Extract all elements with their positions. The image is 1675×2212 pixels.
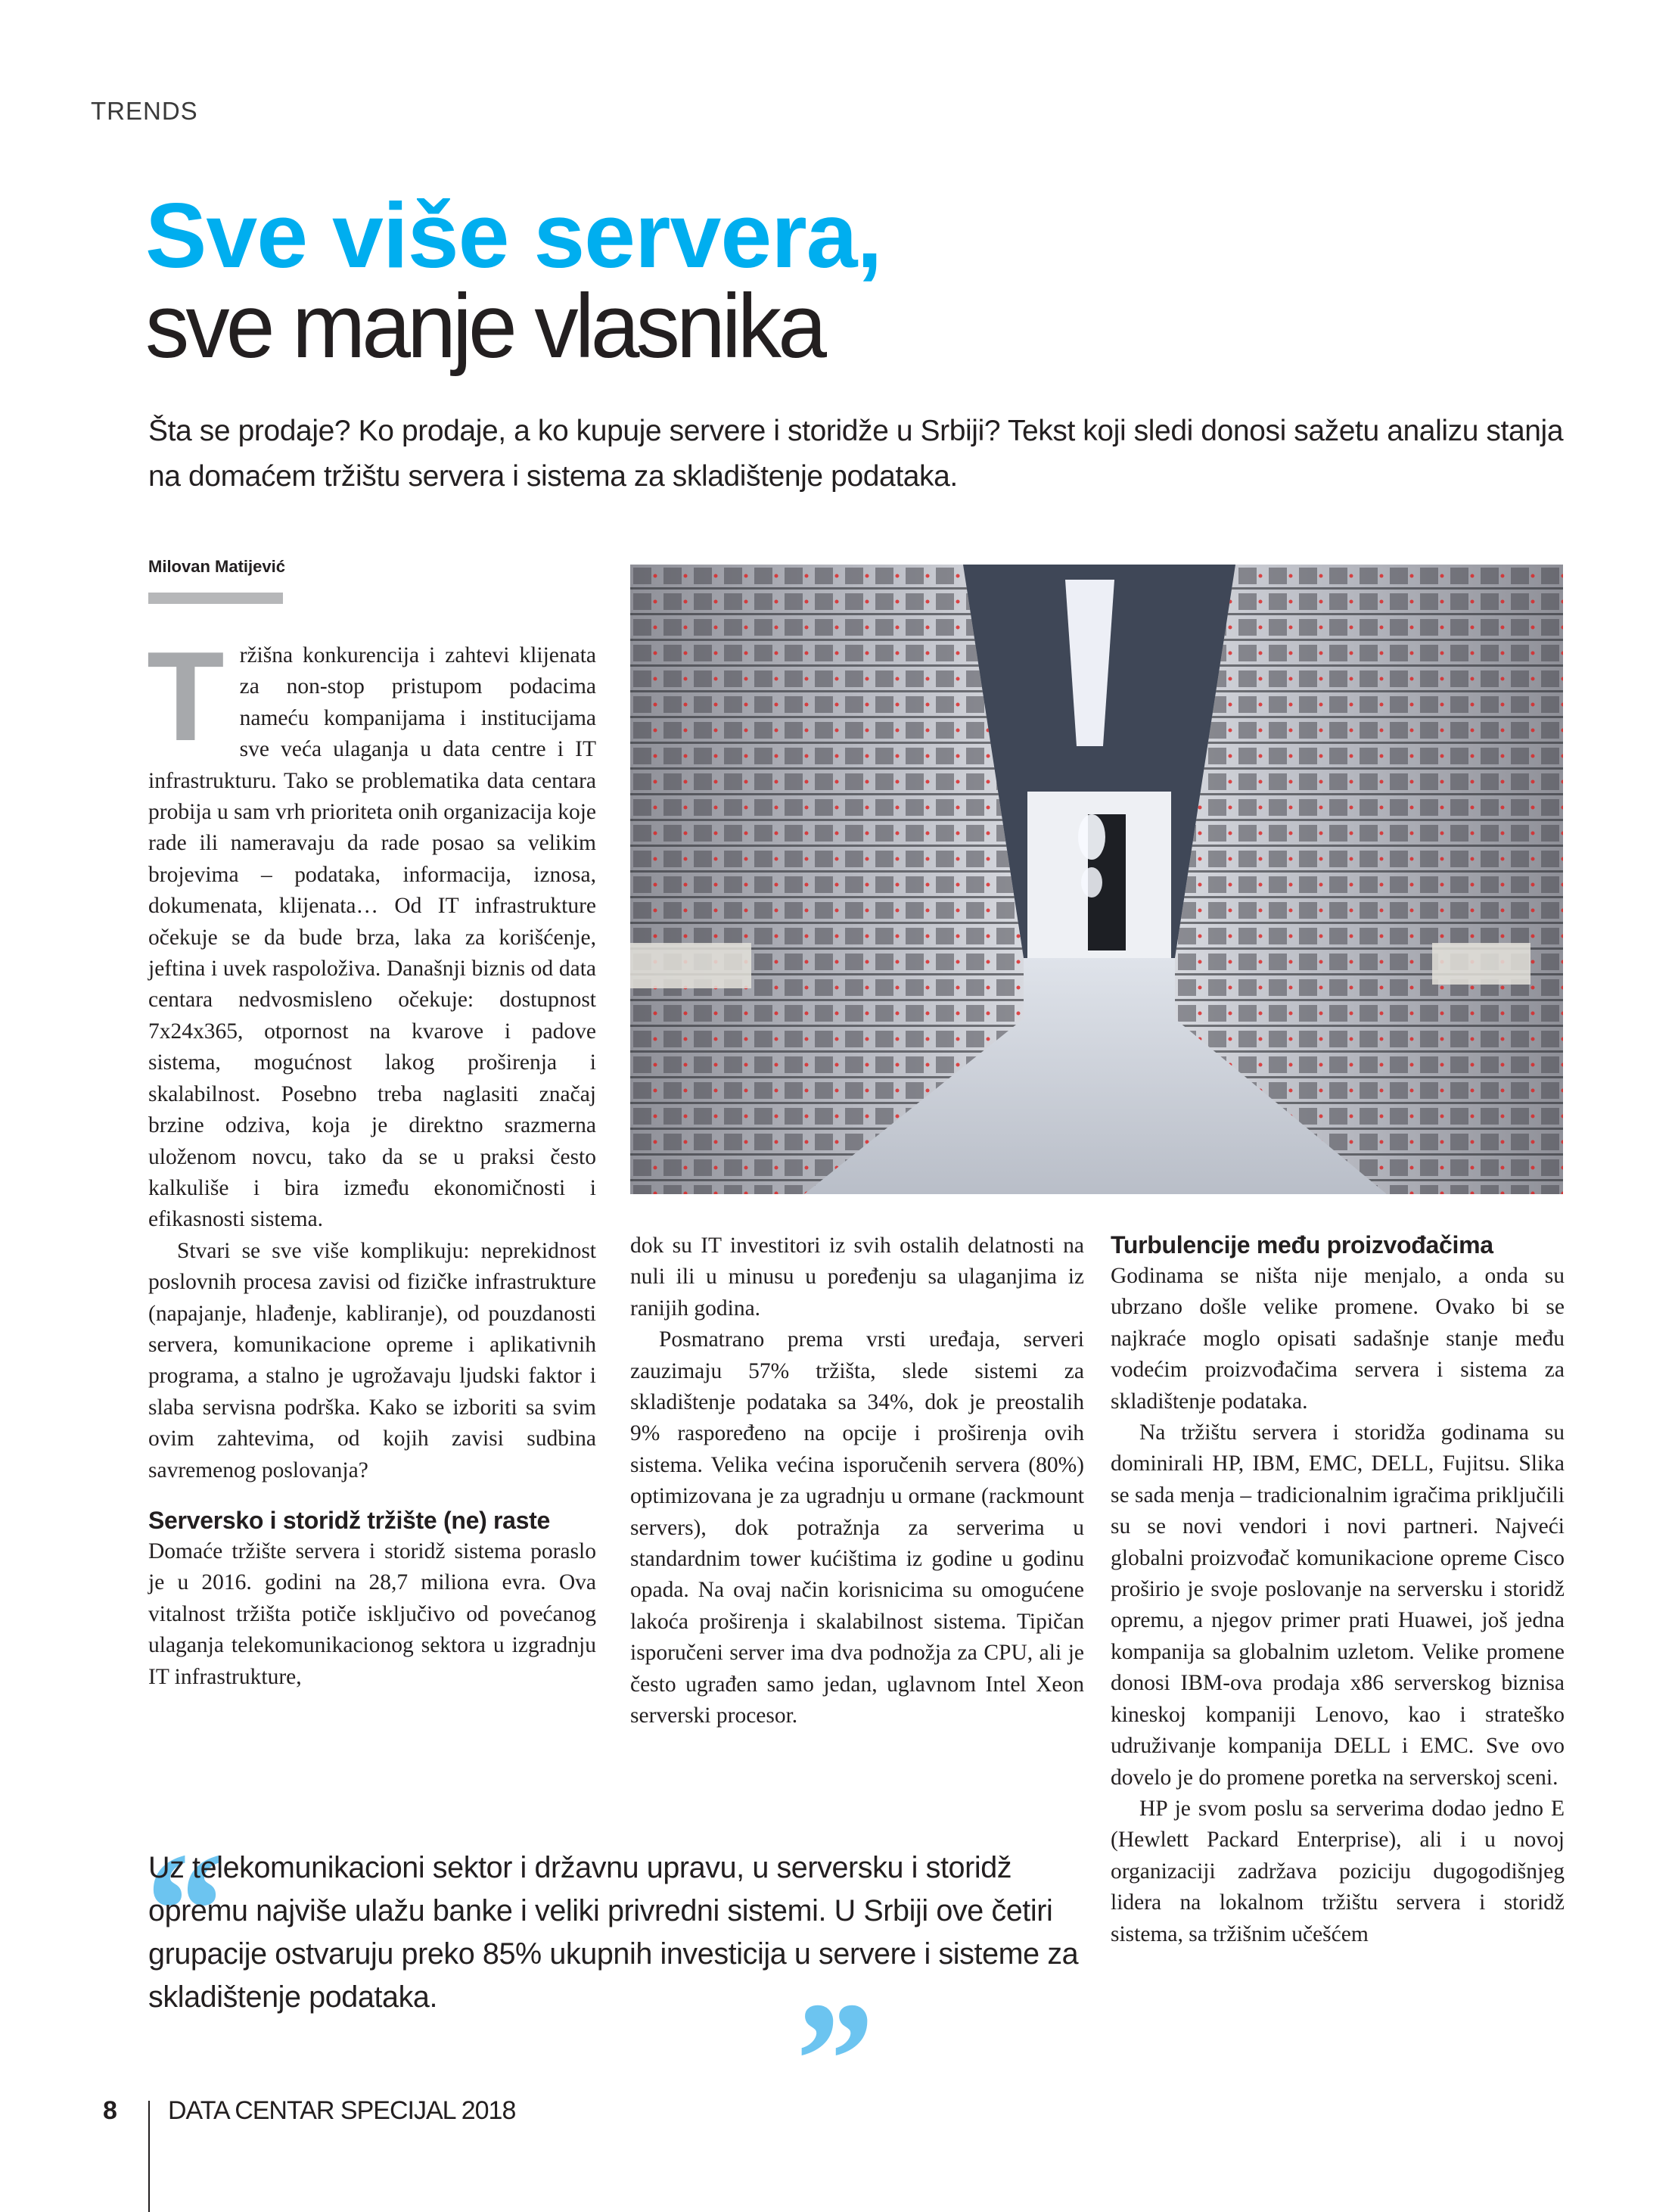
paragraph	[147, 625, 596, 1236]
data-center-photo	[630, 565, 1563, 1194]
pull-quote: Uz telekomunikacioni sektor i državnu upravu, u serversku i storidž opremu najviše ulažu banke i veliki privredni sistemi. U Srbiji ove četiri grupacije ostvaruju preko 85% ukupnih investicija u servere i sisteme za skladištenje podataka.	[148, 1851, 1079, 2014]
footer-divider	[148, 2101, 150, 2212]
title-line-1: Sve više servera,	[145, 184, 882, 287]
paragraph: Posmatrano prema vrsti uređaja, serveri zauzimaju 57% tržišta, slede sistemi za skladištenje podataka sa 34%, dok je preostalih 9% raspoređeno na opcije i proširenja ovih sistema. Velika većina isporučenih servera (80%) optimizovana je za ugradnju u ormane (rackmount servers), dok potražnja za serverima u standardnim tower kućištima iz godine u godinu opada. Na ovaj način korisnicima su omogućene lakoća proširenja i skalabilnost sistema. Tipičan isporučeni server ima dva podnožja za CPU, ali je često ugrađen samo jedan, uglavnom Intel Xeon serverski procesor.	[630, 1327, 1084, 1728]
paragraph-text: ržišna konkurencija i zahtevi klijenata za non-stop pristupom podacima nameću kompanijama i institucijama sve veća ulaganja u data centre i IT infrastrukturu. Tako se problematika data centara probija u sam vrh prioriteta onih organizacija koje rade ili nameravaju da rade posao sa velikim brojevima – podataka, informacija, iznosa, dokumenata, klijenata… Od IT infrastrukture očekuje se da bude brza, laka za korišćenje, jeftina i uvek raspoloživa. Današnji biznis od data centara nedvosmisleno očekuje: dostupnost 7x24x365, otpornost na kvarove i padove sistema, mogućnost lakog proširenja i skalabilnost. Posebno treba naglasiti značaj brzine odziva, koja je direktno srazmerna uloženom novcu, tako da se u praksi često kalkuliše i bira između ekonomičnosti i efikasnosti sistema.	[148, 643, 596, 1232]
article-column-left	[147, 625, 596, 1693]
paragraph: Stvari se sve više komplikuju: neprekidnost poslovnih procesa zavisi od fizičke infrastrukture (napajanje, hlađenje, kabliranje), od pouzdanosti servera, komunikacione opreme i aplikativnih programa, a stalno je ugrožavaju ljudski faktor i slaba servisna podrška. Kako se izboriti sa svim ovim zahtevima, od kojih zavisi sudbina savremenog poslovanja?	[148, 1238, 596, 1482]
close-quote-icon: ”	[787, 1968, 870, 2152]
publication-name: DATA CENTAR SPECIJAL 2018	[168, 2096, 516, 2125]
data-center-aisle-photo-icon	[630, 565, 1563, 1194]
page-number: 8	[103, 2096, 117, 2125]
drop-cap: T	[147, 625, 225, 767]
paragraph: dok su IT investitori iz svih ostalih delatnosti na nuli ili u minusu u poređenju sa ulaganjima iz ranijih godina.	[630, 1234, 1084, 1321]
author-byline: Milovan Matijević	[148, 557, 285, 576]
paragraph: Na tržištu servera i storidža godinama su dominirali HP, IBM, EMC, DELL, Fujitsu. Slika se sada menja – tradicionalnim igračima priključili su se novi vendori i novi partneri. Najveći globalni proizvođač komunikacione opreme Cisco proširio je svoje poslovanje na serversku i storidž opremu, a njegov primer prati Huawei, još jedna kompanija sa globalnim uzletom. Velike promene donosi IBM-ova prodaja x86 serverskog biznisa kineskoj kompaniji Lenovo, kao i strateško udruživanje kompanija DELL i EMC. Sve ovo dovelo je do promene poretka na serverskoj sceni.	[1111, 1420, 1565, 1790]
paragraph: HP je svom poslu sa serverima dodao jedno E (Hewlett Packard Enterprise), ali i u novoj organizaciji zadržava poziciju dugogodišnjeg lidera na lokalnom tržištu servera i storidž sistema, sa tržišnim učešćem	[1111, 1796, 1565, 1946]
title-line-2: sve manje vlasnika	[145, 275, 824, 377]
article-column-middle	[630, 1230, 1084, 1732]
article-title	[145, 184, 882, 377]
paragraph: Godinama se ništa nije menjalo, a onda su ubrzano došle velike promene. Ovako bi se najkraće moglo opisati sadašnje stanje među vodećim proizvođačima servera i sistema za skladištenje podataka.	[1111, 1264, 1565, 1414]
subheading: Serversko i storidž tržište (ne) raste	[148, 1506, 551, 1534]
standfirst: Šta se prodaje? Ko prodaje, a ko kupuje servere i storidže u Srbiji? Tekst koji sledi donosi sažetu analizu stanja na domaćem tržištu servera i sistema za skladištenje podataka.	[148, 415, 1564, 493]
article-column-right	[1111, 1230, 1565, 1950]
open-quote-icon: “	[138, 1818, 221, 2002]
paragraph: Domaće tržište servera i storidž sistema poraslo je u 2016. godini na 28,7 miliona evra. Ova vitalnost tržišta potiče isključivo od povećanog ulaganja telekomunikacionog sektora u izgradnju IT infrastrukture,	[148, 1538, 596, 1689]
section-label: TRENDS	[91, 97, 198, 125]
subheading: Turbulencije među proizvođačima	[1111, 1231, 1493, 1258]
byline-divider	[148, 593, 283, 604]
